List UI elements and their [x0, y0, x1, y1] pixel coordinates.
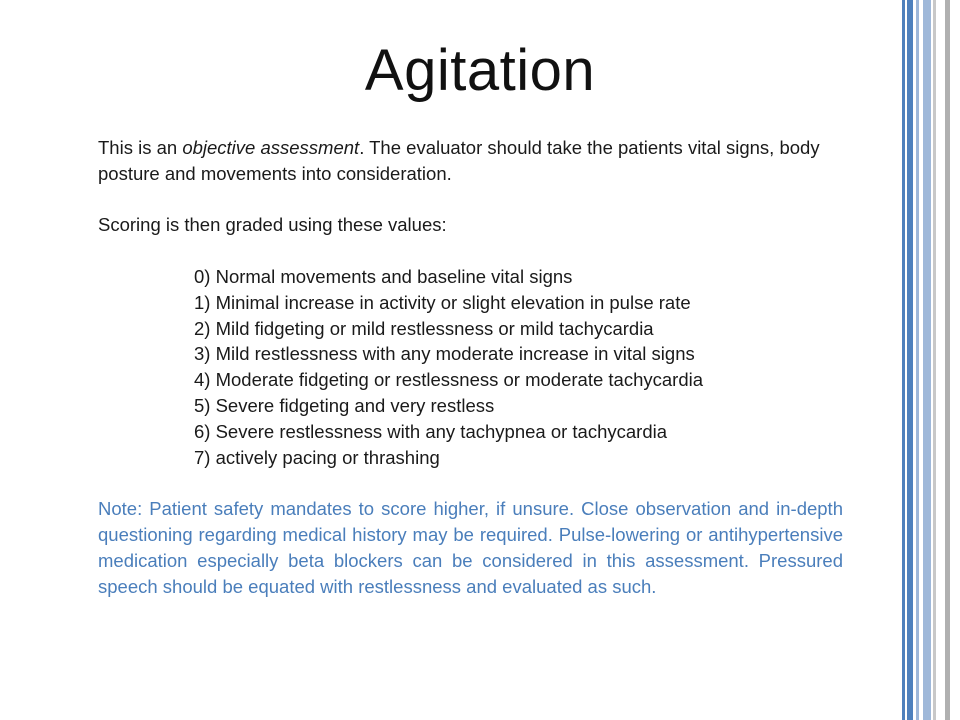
slide-title: Agitation: [364, 38, 596, 103]
score-item: 1) Minimal increase in activity or slight elevation in pulse rate: [194, 291, 691, 313]
stripe: [902, 0, 905, 720]
score-list: [98, 264, 848, 470]
stripe: [945, 0, 950, 720]
score-item: 0) Normal movements and baseline vital signs: [194, 265, 573, 287]
stripe: [923, 0, 931, 720]
score-item: 2) Mild fidgeting or mild restlessness or mild tachycardia: [194, 317, 654, 339]
intro-prefix: This is an: [98, 137, 183, 158]
score-item: 7) actively pacing or thrashing: [194, 446, 440, 468]
score-item: 3) Mild restlessness with any moderate increase in vital signs: [194, 343, 695, 365]
slide-body: [98, 135, 848, 599]
stripe: [933, 0, 936, 720]
scoring-intro: Scoring is then graded using these values:: [98, 214, 447, 236]
intro-paragraph: [98, 135, 848, 187]
score-item: 5) Severe fidgeting and very restless: [194, 394, 495, 416]
score-item: 6) Severe restlessness with any tachypnea or tachycardia: [194, 420, 668, 442]
intro-emphasis: objective assessment: [182, 137, 360, 158]
decorative-stripes: [902, 0, 960, 720]
score-item: 4) Moderate fidgeting or restlessness or moderate tachycardia: [194, 369, 704, 391]
note-paragraph: Note: Patient safety mandates to score higher, if unsure. Close observation and in-depth questioning regarding medical history may be required. Pulse-lowering or antihypertensive medication especially beta blockers can be considered in this assessment. Pressured speech should be equated with restlessness and evaluated as such.: [98, 498, 843, 597]
stripe: [907, 0, 913, 720]
intro-suffix: . The evaluator should take the patients vital signs, body posture and movements into consideration.: [98, 137, 820, 184]
stripe: [916, 0, 919, 720]
